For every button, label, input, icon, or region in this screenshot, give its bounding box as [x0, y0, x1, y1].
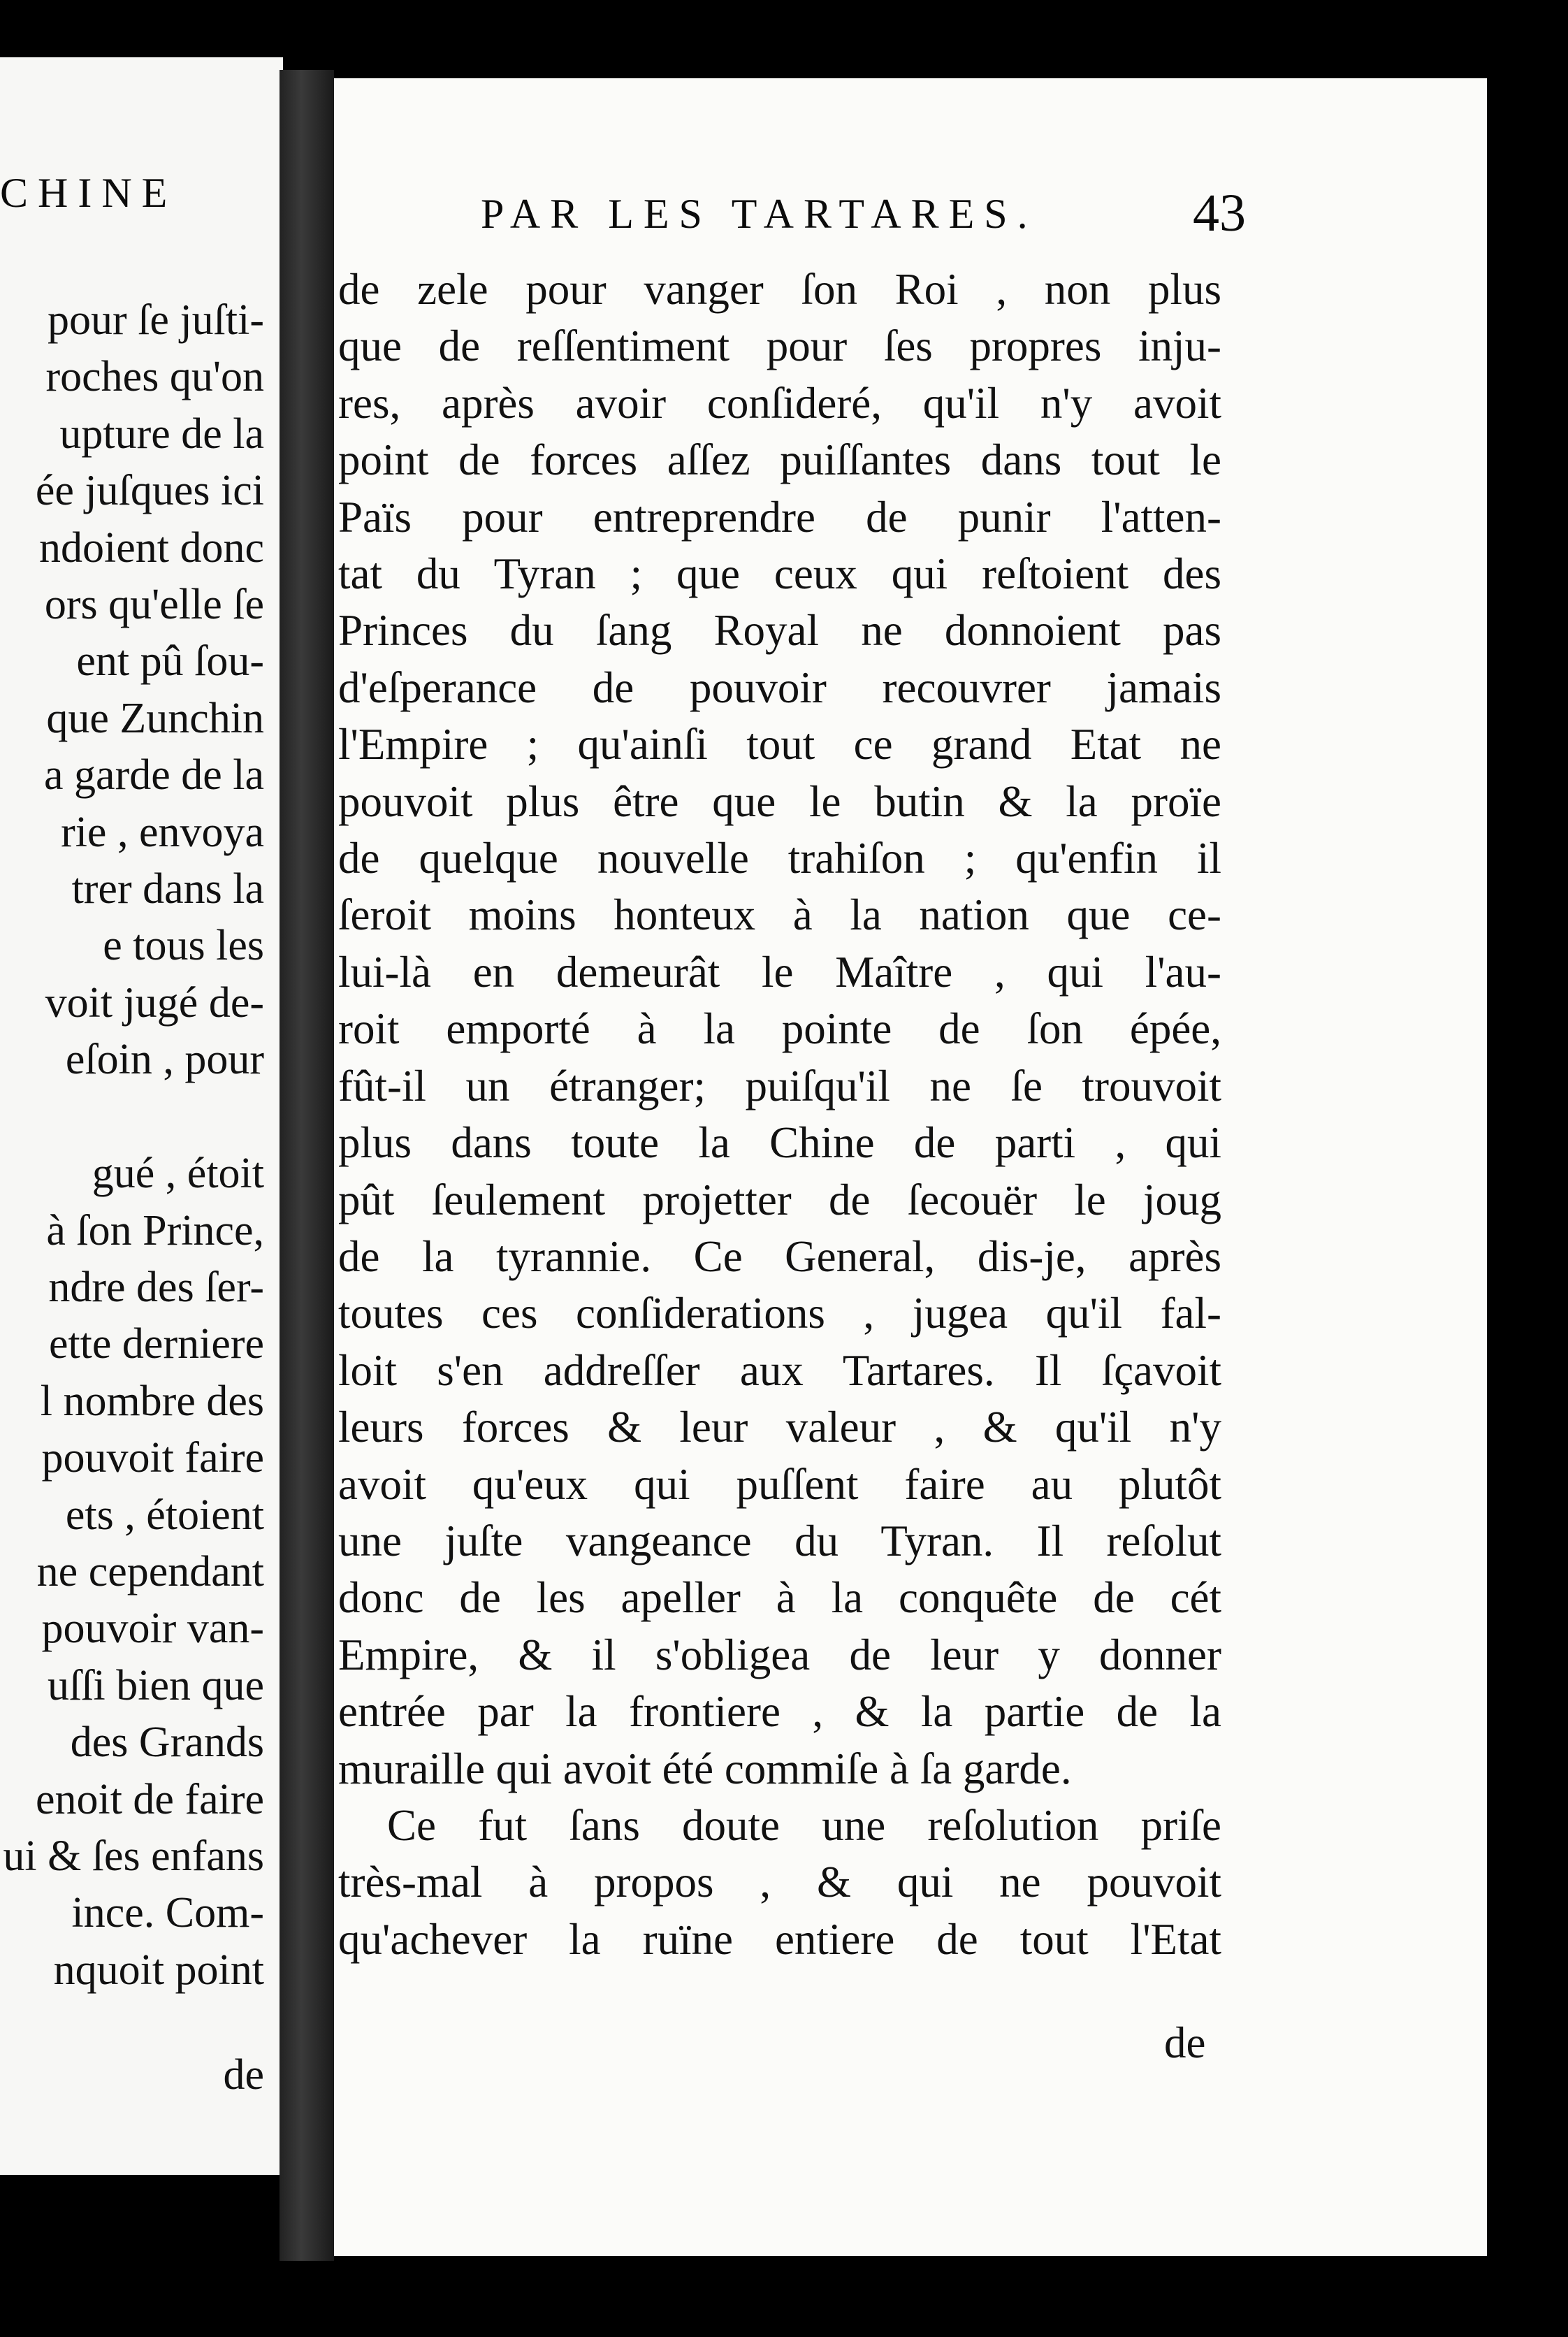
text-line: ée juſques ici	[35, 467, 264, 515]
text-line: que Zunchin	[46, 694, 264, 742]
text-line: eſoin , pour	[65, 1036, 264, 1084]
text-line: avoit qu'eux qui puſſent faire au plutôt	[338, 1459, 1221, 1509]
text-line: leurs forces & leur valeur , & qu'il n'y	[338, 1403, 1221, 1452]
text-line: Païs pour entreprendre de punir l'atten-	[338, 492, 1221, 542]
text-line: enoit de faire	[35, 1775, 264, 1823]
text-line: rie , envoya	[61, 808, 264, 856]
text-line: ne cependant	[36, 1547, 264, 1596]
text-line: fût-il un étranger; puiſqu'il ne ſe trouvoit	[338, 1061, 1221, 1110]
text-line: ndre des ſer-	[48, 1263, 264, 1311]
right-page	[334, 78, 1487, 2256]
text-line: ince. Com-	[71, 1889, 264, 1937]
text-line: point de forces aſſez puiſſantes dans tout le	[338, 435, 1221, 485]
text-line: très-mal à propos , & qui ne pouvoit	[338, 1858, 1221, 1907]
text-line: qu'achever la ruïne entiere de tout l'Etat	[338, 1914, 1221, 1964]
text-line: trer dans la	[71, 865, 264, 913]
right-catchword: de	[1164, 2018, 1206, 2067]
left-page	[0, 57, 283, 2175]
text-line: pouvoir van-	[41, 1605, 264, 1653]
text-line: ui & ſes enfans	[3, 1832, 264, 1880]
text-line: e tous les	[103, 922, 264, 970]
text-line: Princes du ſang Royal ne donnoient pas	[338, 606, 1221, 656]
right-text-block	[338, 261, 1221, 1968]
text-line: tat du Tyran ; que ceux qui reſtoient des	[338, 549, 1221, 599]
text-line: ſeroit moins honteux à la nation que ce-	[338, 890, 1221, 940]
text-line: pût ſeulement projetter de ſecouër le joug	[338, 1175, 1221, 1224]
text-line: des Grands	[70, 1719, 264, 1767]
text-line: ets , étoient	[65, 1491, 264, 1539]
text-line: nquoit point	[53, 1946, 264, 1994]
text-line: res, après avoir conſideré, qu'il n'y avoit	[338, 378, 1221, 428]
text-line: Ce fut ſans doute une reſolution priſe	[387, 1800, 1221, 1850]
text-line: gué , étoit	[92, 1150, 264, 1198]
text-line: ent pû ſou-	[76, 637, 264, 686]
text-line: ors qu'elle ſe	[44, 581, 264, 629]
text-line: pouvoit faire	[41, 1434, 264, 1482]
text-line: entrée par la frontiere , & la partie de la	[338, 1687, 1221, 1737]
text-line: Empire, & il s'obligea de leur y donner	[338, 1630, 1221, 1679]
text-line: de quelque nouvelle trahiſon ; qu'enfin il	[338, 834, 1221, 883]
text-line: donc de les apeller à la conquête de cét	[338, 1573, 1221, 1623]
text-line: upture de la	[59, 410, 264, 458]
text-line: plus dans toute la Chine de parti , qui	[338, 1118, 1221, 1168]
text-line: de zele pour vanger ſon Roi , non plus	[338, 265, 1221, 314]
left-text-block	[0, 292, 264, 1999]
text-line: ndoient donc	[39, 523, 264, 572]
text-line: l'Empire ; qu'ainſi tout ce grand Etat ne	[338, 720, 1221, 769]
text-line: d'eſperance de pouvoir recouvrer jamais	[338, 663, 1221, 712]
text-line: ette derniere	[48, 1320, 264, 1368]
text-line-blank	[0, 1089, 264, 1145]
text-line: uſſi bien que	[48, 1661, 264, 1709]
text-line: que de reſſentiment pour ſes propres inju-	[338, 321, 1221, 371]
text-line: pour ſe juſti-	[48, 296, 264, 344]
page-number: 43	[1193, 184, 1246, 243]
right-running-head: PAR LES TARTARES.	[481, 191, 1038, 237]
text-line: l nombre des	[40, 1377, 264, 1425]
left-catchword: de	[223, 2051, 264, 2099]
left-running-head: CHINE	[0, 170, 177, 216]
text-line: pouvoit plus être que le butin & la proïe	[338, 776, 1221, 826]
text-line: voit jugé de-	[45, 978, 264, 1027]
text-line: lui-là en demeurât le Maître , qui l'au-	[338, 947, 1221, 997]
text-line: muraille qui avoit été commiſe à ſa garde.	[338, 1744, 1072, 1793]
text-line: à ſon Prince,	[46, 1206, 264, 1254]
page-gutter	[280, 70, 334, 2261]
text-line: roit emporté à la pointe de ſon épée,	[338, 1004, 1221, 1054]
text-line: a garde de la	[44, 751, 264, 800]
text-line: toutes ces conſiderations , jugea qu'il fal-	[338, 1289, 1221, 1338]
text-line: de la tyrannie. Ce General, dis-je, après	[338, 1231, 1221, 1281]
text-line: loit s'en addreſſer aux Tartares. Il ſçavoit	[338, 1345, 1221, 1395]
text-line: une juſte vangeance du Tyran. Il reſolut	[338, 1516, 1221, 1565]
text-line: roches qu'on	[45, 353, 264, 401]
